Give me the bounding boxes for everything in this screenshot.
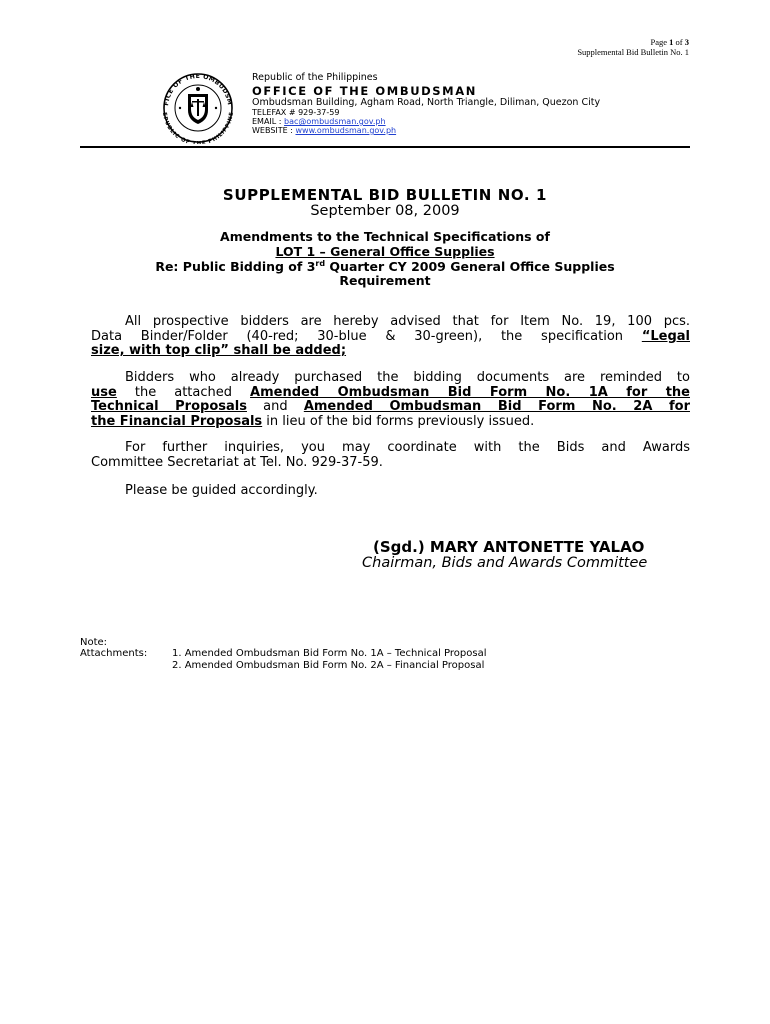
paragraph-item-19: All prospective bidders are hereby advised that for Item No. 19, 100 pcs. Data Binder/Folder (40-red; 30-blue & 30-green), the specification “Legal size, with top clip” shall be added; [91, 314, 690, 358]
office-name: OFFICE OF THE OMBUDSMAN [252, 84, 477, 98]
subject-line-2: LOT 1 – General Office Supplies [275, 244, 495, 259]
subject-line-1: Amendments to the Technical Specifications of [220, 229, 550, 244]
seal-icon [154, 72, 242, 144]
bulletin-date: September 08, 2009 [310, 203, 460, 219]
republic-line: Republic of the Philippines [252, 72, 378, 83]
ombudsman-seal-logo [154, 72, 242, 144]
document-reference: Supplemental Bid Bulletin No. 1 [577, 47, 689, 57]
paragraph-closing: Please be guided accordingly. [125, 483, 318, 498]
email-link[interactable]: bac@ombudsman.gov.ph [284, 117, 386, 126]
page-number: Page 1 of 3 [650, 37, 689, 47]
svg-text:REPUBLIC OF THE PHILIPPINES: EPUBLIC OF THE PHILIPPINE [161, 111, 235, 144]
signatory-name: (Sgd.) MARY ANTONETTE YALAO [373, 538, 645, 556]
office-address: Ombudsman Building, Agham Road, North Triangle, Diliman, Quezon City [252, 97, 601, 108]
running-header [577, 37, 689, 57]
website-label: WEBSITE : [252, 126, 296, 135]
letterhead-divider [80, 146, 690, 148]
signatory-title: Chairman, Bids and Awards Committee [362, 555, 648, 571]
attachment-item: 2. Amended Ombudsman Bid Form No. 2A – Financial Proposal [172, 659, 485, 671]
paragraph-bid-forms: Bidders who already purchased the bidding documents are reminded to use the attached Amended Ombudsman Bid Form No. 1A for the Technical Proposals and Amended Ombudsman Bid Form No. 2A for the Financial Proposals in lieu of the bid forms previously issued. [91, 370, 690, 429]
subject-line-4: Requirement [339, 273, 431, 288]
note-label: Note: [80, 637, 108, 648]
email-label: EMAIL : [252, 117, 285, 126]
attachments-label: Attachments: [80, 648, 148, 659]
website-line [252, 126, 396, 136]
attachment-item: 1. Amended Ombudsman Bid Form No. 1A – Technical Proposal [172, 648, 487, 659]
subject-line-3: Re: Public Bidding of 3rd Quarter CY 2009 General Office Supplies [155, 258, 615, 274]
bulletin-title: SUPPLEMENTAL BID BULLETIN NO. 1 [222, 186, 548, 204]
paragraph-inquiries: For further inquiries, you may coordinate with the Bids and Awards Committee Secretariat at Tel. No. 929-37-59. [91, 440, 690, 470]
telefax-line: TELEFAX # 929-37-59 [252, 108, 340, 117]
website-link[interactable]: www.ombudsman.gov.ph [295, 126, 397, 135]
attachments-list [172, 648, 486, 671]
svg-text:OFFICE OF THE OMBUDSMAN: FICE OF THE OMBUDSM [163, 72, 233, 107]
